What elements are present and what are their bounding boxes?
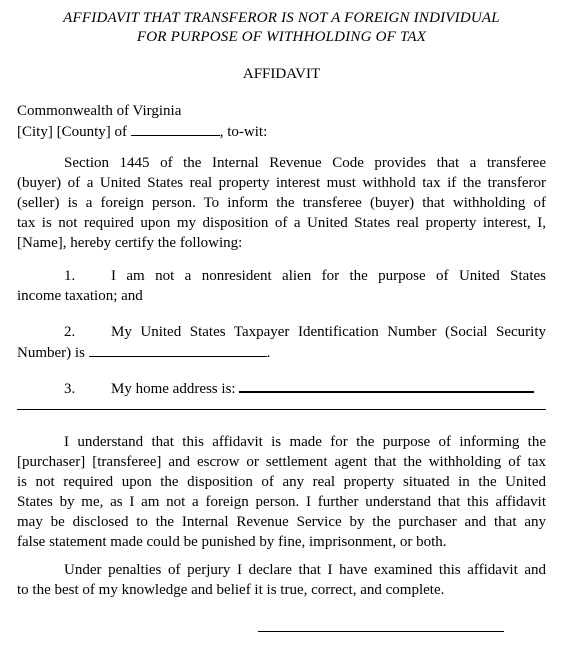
item-3-text: My home address is:	[111, 381, 236, 397]
understanding-line: false statement made could be punished by fine, imprisonment, or both.	[17, 534, 447, 550]
signature-line[interactable]	[258, 631, 504, 632]
intro-line: Section 1445 of the Internal Revenue Code provides that a transferee	[64, 155, 546, 171]
venue-commonwealth: Commonwealth of Virginia	[17, 103, 182, 119]
tin-label: Number) is	[17, 345, 85, 361]
certification-item-1	[17, 266, 546, 306]
home-address-continuation-line[interactable]	[17, 409, 546, 410]
item-2-number: 2.	[64, 324, 76, 340]
item-1-line	[17, 266, 546, 286]
item-1-number: 1.	[64, 268, 76, 284]
home-address-blank[interactable]	[239, 377, 534, 393]
item-2-text: My United States Taxpayer Identification Number (Social Security	[111, 324, 546, 340]
venue-block	[17, 101, 546, 142]
intro-line: tax is not required upon my disposition of a United States real property interest, I,	[17, 215, 546, 231]
intro-line: (buyer) of a United States real property interest must withhold tax if the transferor	[17, 175, 546, 191]
intro-paragraph	[17, 153, 546, 253]
item-1-text: I am not a nonresident alien for the purpose of United States	[111, 268, 546, 284]
understanding-paragraph	[17, 432, 546, 552]
perjury-paragraph	[17, 560, 546, 600]
understanding-line: [purchaser] [transferee] and escrow or settlement agent that the withholding of tax	[17, 454, 546, 470]
item-2-line	[17, 322, 546, 342]
intro-line: (seller) is a foreign person. To inform the transferee (buyer) that withholding of	[17, 195, 546, 211]
understanding-line: I understand that this affidavit is made for the purpose of informing the	[64, 434, 546, 450]
item-3-number: 3.	[64, 381, 76, 397]
document-title-line-1: AFFIDAVIT THAT TRANSFEROR IS NOT A FOREIGN INDIVIDUAL	[63, 10, 500, 26]
perjury-line: to the best of my knowledge and belief it is true, correct, and complete.	[17, 582, 445, 598]
city-county-blank[interactable]	[131, 121, 220, 136]
perjury-line: Under penalties of perjury I declare that I have examined this affidavit and	[64, 562, 546, 578]
affidavit-heading: AFFIDAVIT	[242, 66, 321, 82]
venue-city-county-label: [City] [County] of	[17, 124, 127, 140]
venue-city-county	[17, 121, 546, 142]
tin-period: .	[266, 345, 271, 361]
certification-item-3	[17, 377, 546, 399]
intro-line: [Name], hereby certify the following:	[17, 235, 243, 251]
tin-blank[interactable]	[89, 342, 267, 357]
understanding-line: States by me, as I am not a foreign person. I further understand that this affidavit	[17, 494, 546, 510]
understanding-line: may be disclosed to the Internal Revenue Service by the purchaser and that any	[17, 514, 546, 530]
item-2-continuation	[17, 342, 546, 363]
venue-to-wit: , to-wit:	[219, 124, 268, 140]
certification-item-2	[17, 322, 546, 363]
item-1-continuation: income taxation; and	[17, 288, 143, 304]
document-title-line-2: FOR PURPOSE OF WITHHOLDING OF TAX	[136, 29, 427, 45]
understanding-line: is not required upon the disposition of any real property situated in the United	[17, 474, 546, 490]
item-3-line	[17, 377, 546, 399]
